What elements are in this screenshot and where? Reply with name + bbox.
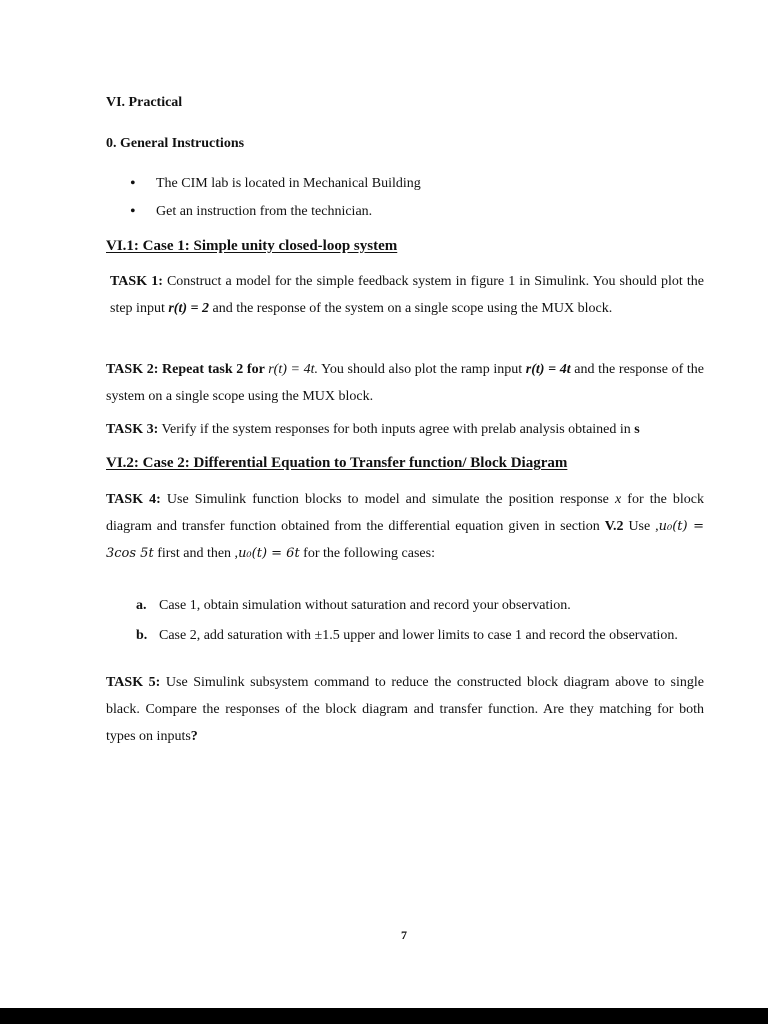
task3-label: TASK 3: <box>106 422 159 437</box>
task5-label: TASK 5: <box>106 675 161 690</box>
task5-paragraph: TASK 5: Use Simulink subsystem command to reduce the constructed block diagram above to single black. Compare the responses of the block diagram and transfer function. Are they matching for both types on inputs? <box>106 675 704 744</box>
general-instructions-title: 0. General Instructions <box>106 136 245 151</box>
task4-paragraph: TASK 4: Use Simulink function blocks to model and simulate the position response x for the block diagram and transfer function obtained from the differential equation given in section V.2 Use ,u₀(t) = 3cos 5t first and then ,u₀(t) = 6t for the following cases: <box>106 492 705 561</box>
case1-heading: VI.1: Case 1: Simple unity closed-loop system <box>106 238 398 254</box>
ramp-input-expr: r(t) = 4t <box>525 362 571 377</box>
task2-label: TASK 2: Repeat task 2 for <box>106 362 269 377</box>
input-expression-1: u₀(t) = 3cos 5t <box>106 519 705 561</box>
bullet-icon: • <box>130 203 136 220</box>
section-title: VI. Practical <box>106 95 183 110</box>
task2-paragraph: TASK 2: Repeat task 2 for r(t) = 4t. You should also plot the ramp input r(t) = 4t and the response of the system on a single scope using the MUX block. <box>106 362 704 404</box>
case-item: a. Case 1, obtain simulation without saturation and record your observation. <box>136 598 571 613</box>
list-item: • The CIM lab is located in Mechanical Building <box>106 172 421 200</box>
task1-paragraph: TASK 1: Construct a model for the simple feedback system in figure 1 in Simulink. You should plot the step input r(t) = 2 and the response of the system on a single scope using the MUX block. <box>110 274 704 316</box>
task1-label: TASK 1: <box>110 274 163 289</box>
step-input-expr: r(t) = 2 <box>168 301 209 316</box>
case2-heading: VI.2: Case 2: Differential Equation to Transfer function/ Block Diagram <box>106 455 568 471</box>
task4-label: TASK 4: <box>106 492 161 507</box>
viewer-bottom-bar <box>0 1008 768 1024</box>
task3-paragraph: TASK 3: Verify if the system responses for both inputs agree with prelab analysis obtained in s <box>106 422 640 437</box>
input-expression-2: u₀(t) = 6t <box>238 546 300 561</box>
list-item: • Get an instruction from the technician. <box>106 200 421 228</box>
instructions-list <box>106 172 421 228</box>
page-number: 7 <box>401 928 407 942</box>
bullet-icon: • <box>130 175 136 192</box>
case-item: b. Case 2, add saturation with ±1.5 upper and lower limits to case 1 and record the observation. <box>136 628 678 643</box>
